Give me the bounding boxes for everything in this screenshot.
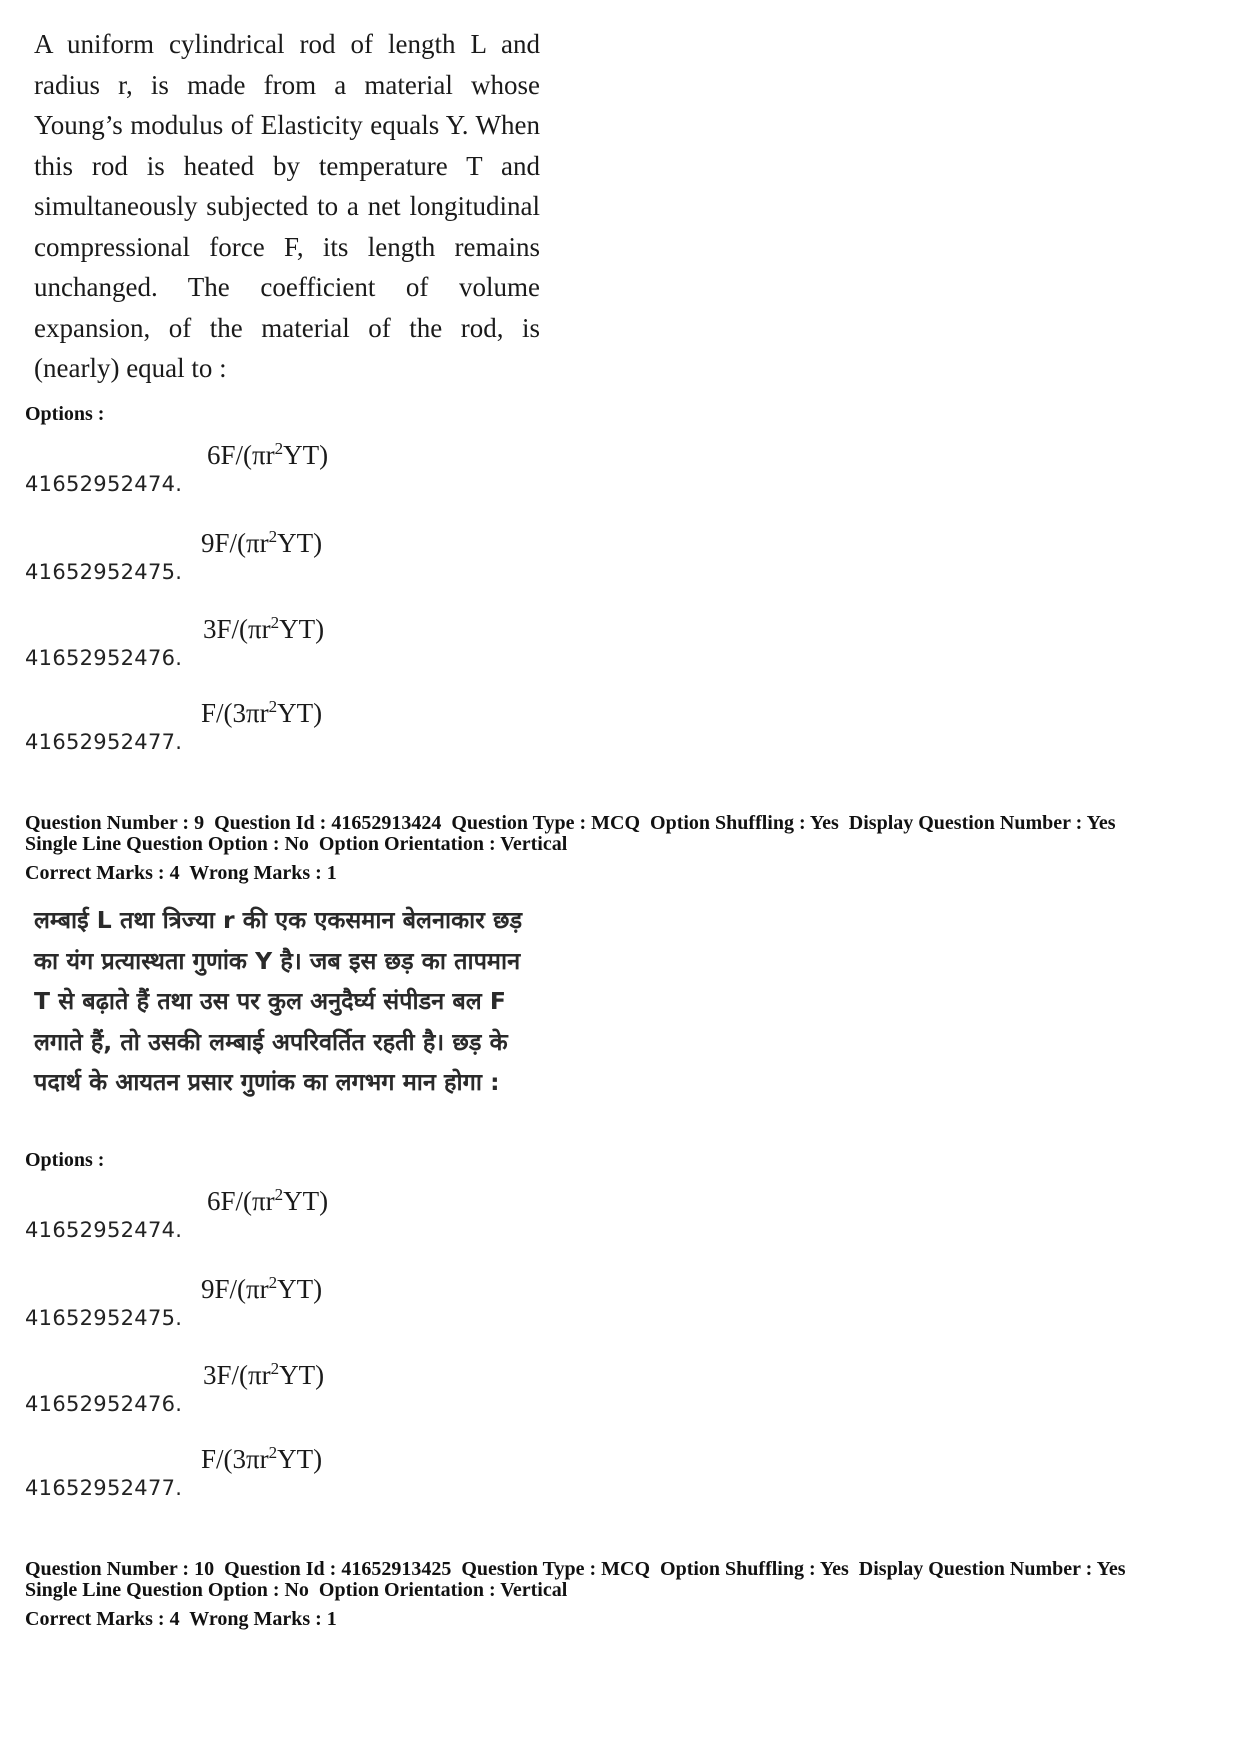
question-9-text-hindi: लम्बाई L तथा त्रिज्या r की एक एकसमान बेलनाकार छड़ का यंग प्रत्यास्थता गुणांक Y है। जब इस छड़ का तापमान T से बढ़ाते हैं तथा उस पर कुल अनुदैर्घ्य संपीडन बल F लगाते हैं, तो उसकी लम्बाई अपरिवर्तित रहती है। छड़ के पदार्थ के आयतन प्रसार गुणांक का लगभग मान होगा : <box>34 906 523 1096</box>
question-8-option-2[interactable] <box>25 528 725 588</box>
option-id: 41652952475. <box>25 1306 183 1330</box>
question-9-meta-line-2: Single Line Question Option : No Option Orientation : Vertical <box>25 833 568 855</box>
option-formula: $6F/(\pi r^2YT)$ <box>207 1185 329 1216</box>
question-10-marks: Correct Marks : 4 Wrong Marks : 1 <box>25 1608 337 1630</box>
option-id: 41652952474. <box>25 472 183 496</box>
question-9-meta-line-1: Question Number : 9 Question Id : 41652913424 Question Type : MCQ Option Shuffling : Yes Display Question Number : Yes <box>25 812 1116 834</box>
option-formula: $9F/(\pi r^2YT)$ <box>201 1273 323 1304</box>
question-9-marks: Correct Marks : 4 Wrong Marks : 1 <box>25 862 337 884</box>
option-id: 41652952474. <box>25 1218 183 1242</box>
option-formula: $3F/(\pi r^2YT)$ <box>203 1359 325 1390</box>
question-9-options-label: Options : <box>25 1149 105 1171</box>
option-formula: $F/(3\pi r^2YT)$ <box>201 1443 323 1474</box>
question-9-option-4[interactable] <box>25 1444 725 1504</box>
question-8-option-1[interactable] <box>25 440 725 500</box>
option-id: 41652952477. <box>25 730 183 754</box>
option-formula: $6F/(\pi r^2YT)$ <box>207 439 329 470</box>
option-formula: $F/(3\pi r^2YT)$ <box>201 697 323 728</box>
question-9-option-2[interactable] <box>25 1274 725 1334</box>
option-formula: $9F/(\pi r^2YT)$ <box>201 527 323 558</box>
question-9-option-3[interactable] <box>25 1360 725 1420</box>
option-formula: $3F/(\pi r^2YT)$ <box>203 613 325 644</box>
option-id: 41652952476. <box>25 646 183 670</box>
question-10-meta-line-2: Single Line Question Option : No Option Orientation : Vertical <box>25 1579 568 1601</box>
option-id: 41652952477. <box>25 1476 183 1500</box>
option-id: 41652952475. <box>25 560 183 584</box>
option-id: 41652952476. <box>25 1392 183 1416</box>
question-10-meta-line-1: Question Number : 10 Question Id : 41652913425 Question Type : MCQ Option Shuffling : Yes Display Question Number : Yes <box>25 1558 1126 1580</box>
question-8-option-4[interactable] <box>25 698 725 758</box>
question-9-option-1[interactable] <box>25 1186 725 1246</box>
question-8-options-label: Options : <box>25 403 105 425</box>
question-8-text: A uniform cylindrical rod of length L and radius r, is made from a material whose Young’s modulus of Elasticity equals Y. When this rod is heated by temperature T and simultaneously subjected to a net longitudinal compressional force F, its length remains unchanged. The coefficient of volume expansion, of the material of the rod, is (nearly) equal to : <box>34 29 540 383</box>
question-8-option-3[interactable] <box>25 614 725 674</box>
